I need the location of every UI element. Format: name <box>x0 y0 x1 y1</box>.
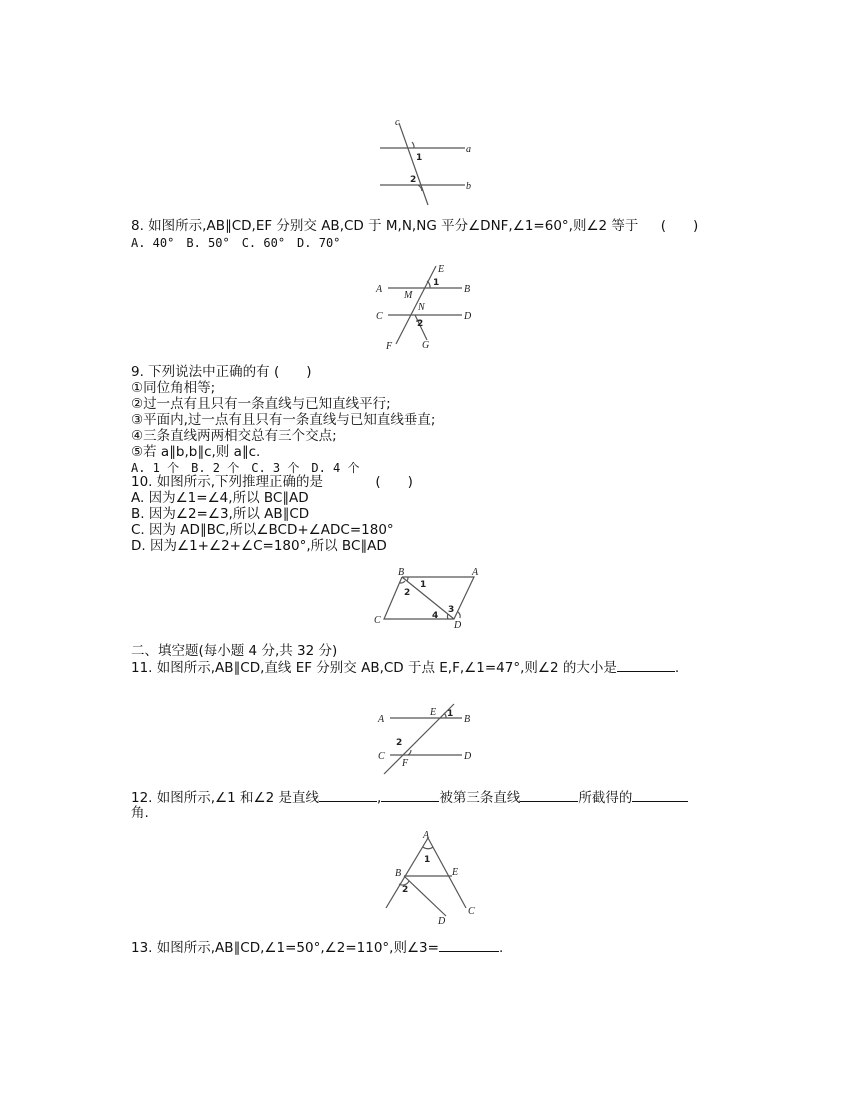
q12-label-d: D <box>438 916 446 926</box>
q8-options: A. 40° B. 50° C. 60° D. 70° <box>131 236 341 250</box>
label-a: a <box>466 144 471 155</box>
q8-label-f: F <box>386 341 393 352</box>
q12-line-ac <box>428 838 466 908</box>
q12-part-2: , <box>377 790 382 806</box>
figure-q8 <box>370 260 490 352</box>
q11-label-e: E <box>430 707 437 718</box>
q10-option-b: B. 因为∠2=∠3,所以 AB∥CD <box>131 506 310 522</box>
label-angle-2: 2 <box>410 175 417 185</box>
q8-angle-1-arc <box>427 281 430 288</box>
q12-line-bd <box>404 876 446 916</box>
q10-label-b: B <box>398 567 405 578</box>
q10-label-a: A <box>472 567 479 578</box>
q12-blank-4[interactable] <box>632 789 688 802</box>
q12-label-e: E <box>452 867 459 878</box>
line-c <box>399 123 428 205</box>
q13-stem: 13. 如图所示,AB∥CD,∠1=50°,∠2=110°,则∠3= <box>131 940 439 956</box>
q9-item-4: ④三条直线两两相交总有三个交点; <box>131 428 337 444</box>
q11-angle-2-arc <box>408 750 411 755</box>
q13-line <box>131 939 503 956</box>
q8-stem-line <box>131 218 698 234</box>
figure-parallel-lines-ab <box>370 115 480 207</box>
q10-label-c: C <box>374 615 381 626</box>
q10-stem: 10. 如图所示,下列推理正确的是 <box>131 474 324 490</box>
q8-label-g: G <box>422 340 430 351</box>
q13-answer-blank[interactable] <box>439 939 499 952</box>
q11-label-c: C <box>378 751 385 762</box>
q12-line-2: 角. <box>131 805 149 821</box>
q8-label-angle-1: 1 <box>433 278 440 288</box>
q9-options: A. 1 个 B. 2 个 C. 3 个 D. 4 个 <box>131 461 360 475</box>
q11-end: . <box>674 660 680 676</box>
q10-label-d: D <box>454 620 462 631</box>
q12-label-angle-2: 2 <box>402 885 409 895</box>
q12-angle-1-arc <box>423 847 433 849</box>
q10-option-c: C. 因为 AD∥BC,所以∠BCD+∠ADC=180° <box>131 522 394 538</box>
parallelogram-abdc <box>384 577 474 619</box>
q11-line-ef <box>384 704 454 774</box>
q8-label-d: D <box>464 311 472 322</box>
q9-item-3: ③平面内,过一点有且只有一条直线与已知直线垂直; <box>131 412 436 428</box>
q10-angle-3-arc <box>458 612 460 618</box>
angle-1-arc <box>412 142 414 148</box>
section-2-heading: 二、填空题(每小题 4 分,共 32 分) <box>131 643 338 659</box>
q12-part-1: 12. 如图所示,∠1 和∠2 是直线 <box>131 790 320 806</box>
q12-blank-1[interactable] <box>319 789 377 802</box>
q11-angle-1-arc <box>444 713 446 718</box>
q8-stem: 8. 如图所示,AB∥CD,EF 分别交 AB,CD 于 M,N,NG 平分∠DNF,∠1=60°,则∠2 等于 <box>131 218 639 234</box>
label-b: b <box>466 181 471 192</box>
q9-item-1: ①同位角相等; <box>131 380 216 396</box>
q8-label-c: C <box>376 311 383 322</box>
q11-stem: 11. 如图所示,AB∥CD,直线 EF 分别交 AB,CD 于点 E,F,∠1=47°,则∠2 的大小是 <box>131 660 617 676</box>
q12-label-angle-1: 1 <box>424 855 431 865</box>
diagonal-bd <box>402 577 454 619</box>
q8-label-e: E <box>438 264 445 275</box>
q10-option-d: D. 因为∠1+∠2+∠C=180°,所以 BC∥AD <box>131 538 387 554</box>
q10-label-angle-2: 2 <box>404 588 411 598</box>
q12-label-b: B <box>395 868 402 879</box>
q12-label-c: C <box>468 906 475 917</box>
q8-label-m: M <box>404 290 413 301</box>
q11-label-a: A <box>378 714 385 725</box>
q10-label-angle-4: 4 <box>432 611 439 621</box>
q11-line <box>131 659 679 676</box>
q11-label-d: D <box>464 751 472 762</box>
q12-blank-2[interactable] <box>381 789 439 802</box>
q12-line-1 <box>131 789 688 806</box>
q10-stem-line <box>131 474 413 490</box>
figure-q10 <box>370 565 490 633</box>
q11-label-angle-1: 1 <box>447 709 454 719</box>
q9-stem: 9. 下列说法中正确的有 ( ) <box>131 364 312 380</box>
q10-answer-bracket: ( ) <box>375 474 413 490</box>
q12-label-a: A <box>423 830 430 841</box>
q12-blank-3[interactable] <box>520 789 578 802</box>
q12-part-3: 被第三条直线 <box>439 790 521 806</box>
line-ef <box>396 266 436 344</box>
q8-label-b: B <box>464 284 471 295</box>
label-c: c <box>395 117 400 128</box>
q10-label-angle-3: 3 <box>448 605 455 615</box>
q10-label-angle-1: 1 <box>420 580 427 590</box>
label-angle-1: 1 <box>416 153 423 163</box>
q9-item-5: ⑤若 a∥b,b∥c,则 a∥c. <box>131 444 261 460</box>
q8-label-a: A <box>376 284 383 295</box>
q12-part-4: 所截得的 <box>578 790 633 806</box>
q11-label-f: F <box>402 758 409 769</box>
q13-end: . <box>498 940 504 956</box>
q11-label-b: B <box>464 714 471 725</box>
q12-line-ad <box>386 838 431 908</box>
q11-label-angle-2: 2 <box>396 738 403 748</box>
q9-item-2: ②过一点有且只有一条直线与已知直线平行; <box>131 396 391 412</box>
q8-answer-bracket: ( ) <box>660 218 699 234</box>
q10-option-a: A. 因为∠1=∠4,所以 BC∥AD <box>131 490 309 506</box>
q11-answer-blank[interactable] <box>617 659 675 672</box>
q8-label-angle-2: 2 <box>417 319 424 329</box>
figure-q11 <box>370 700 485 778</box>
q8-label-n: N <box>418 302 425 313</box>
figure-q12 <box>378 828 488 926</box>
